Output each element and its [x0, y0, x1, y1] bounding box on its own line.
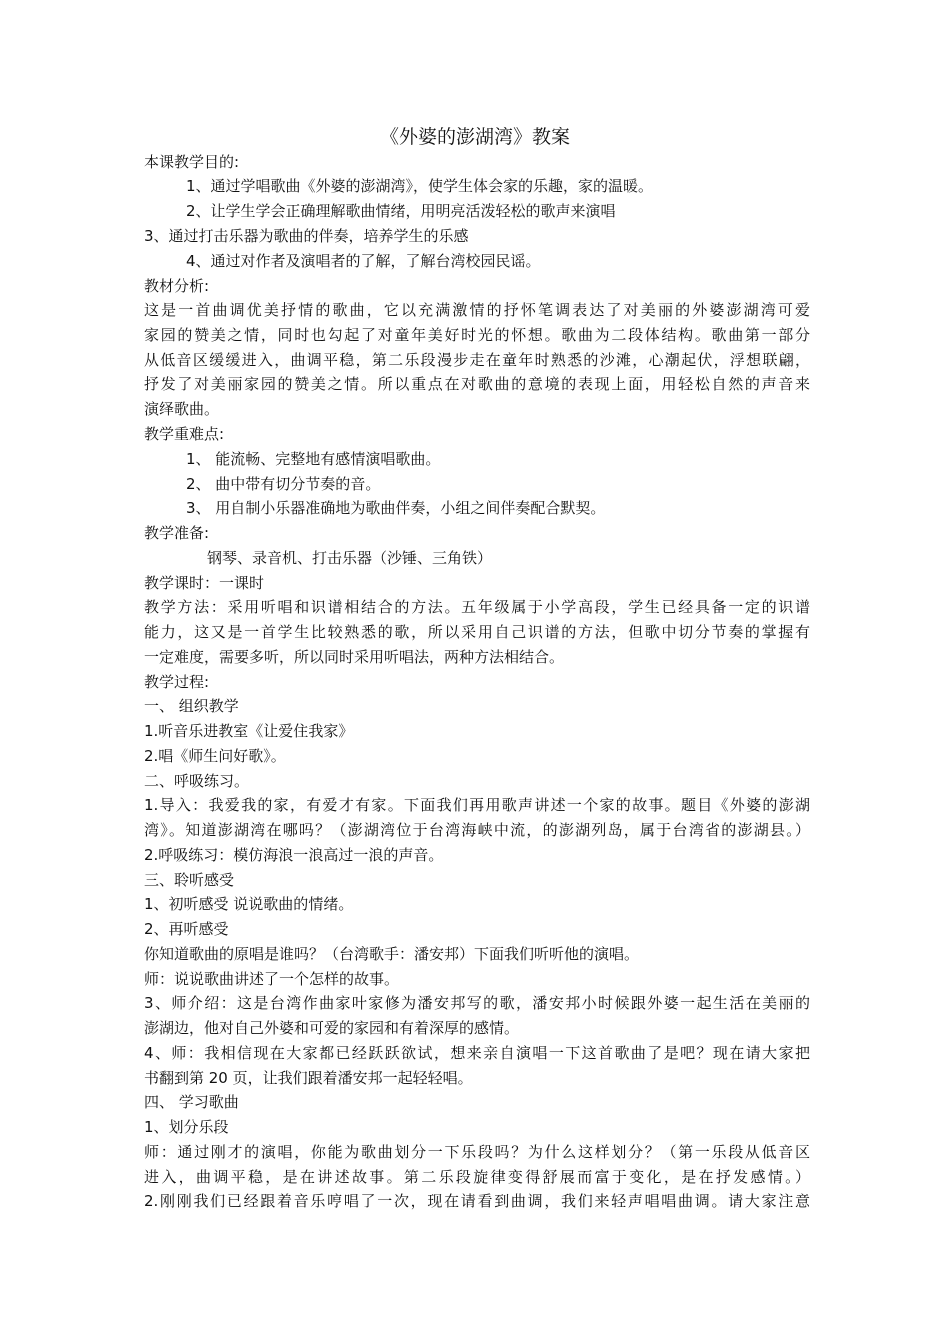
paragraph-line: 教学方法：采用听唱和识谱相结合的方法。五年级属于小学高段，学生已经具备一定的识谱: [144, 598, 810, 616]
document-title: 《外婆的澎湖湾》教案: [379, 126, 570, 148]
paragraph-line: 2.刚刚我们已经跟着音乐哼唱了一次，现在请看到曲调，我们来轻声唱唱曲调。请大家注意: [144, 1192, 810, 1210]
paragraph-line: 进入，曲调平稳，是在讲述故事。第二乐段旋律变得舒展而富于变化，是在抒发感情。）: [144, 1168, 810, 1186]
list-item: 3、 用自制小乐器准确地为歌曲伴奏，小组之间伴奏配合默契。: [186, 499, 606, 517]
section-heading: 二、呼吸练习。: [144, 772, 250, 790]
paragraph-line: 2.唱《师生问好歌》。: [144, 747, 286, 765]
paragraph-line: 钢琴、录音机、打击乐器（沙锤、三角铁）: [207, 549, 493, 567]
section-heading: 教材分析:: [144, 277, 210, 295]
section-heading: 四、 学习歌曲: [144, 1093, 239, 1111]
paragraph-line: 4、师：我相信现在大家都已经跃跃欲试，想来亲自演唱一下这首歌曲了是吧？现在请大家把: [144, 1044, 810, 1062]
paragraph-line: 1.听音乐进教室《让爱住我家》: [144, 722, 354, 740]
paragraph-line: 从低音区缓缓进入，曲调平稳，第二乐段漫步走在童年时熟悉的沙滩，心潮起伏，浮想联翩，: [144, 351, 810, 369]
paragraph-line: 家园的赞美之情，同时也勾起了对童年美好时光的怀想。歌曲为二段体结构。歌曲第一部分: [144, 326, 810, 344]
paragraph-line: 3、师介绍：这是台湾作曲家叶家修为潘安邦写的歌，潘安邦小时候跟外婆一起生活在美丽的: [144, 994, 810, 1012]
paragraph-line: 2、再听感受: [144, 920, 229, 938]
paragraph-line: 师：通过刚才的演唱，你能为歌曲划分一下乐段吗？为什么这样划分？（第一乐段从低音区: [144, 1143, 810, 1161]
paragraph-line: 2、让学生学会正确理解歌曲情绪，用明亮活泼轻松的歌声来演唱: [186, 202, 616, 220]
list-item: 2、 曲中带有切分节奏的音。: [186, 475, 381, 493]
paragraph-line: 1、初听感受 说说歌曲的情绪。: [144, 895, 354, 913]
section-heading: 三、聆听感受: [144, 871, 235, 889]
paragraph-line: 能力，这又是一首学生比较熟悉的歌，所以采用自己识谱的方法，但歌中切分节奏的掌握有: [144, 623, 810, 641]
paragraph-line: 抒发了对美丽家园的赞美之情。所以重点在对歌曲的意境的表现上面，用轻松自然的声音来: [144, 375, 810, 393]
paragraph-line: 师：说说歌曲讲述了一个怎样的故事。: [144, 970, 400, 988]
paragraph-line: 你知道歌曲的原唱是谁吗？（台湾歌手：潘安邦）下面我们听听他的演唱。: [144, 945, 640, 963]
paragraph-line: 1、通过学唱歌曲《外婆的澎湖湾》，使学生体会家的乐趣，家的温暖。: [186, 177, 654, 195]
paragraph-line: 一定难度，需要多听，所以同时采用听唱法，两种方法相结合。: [144, 648, 565, 666]
paragraph-line: 1.导入：我爱我的家，有爱才有家。下面我们再用歌声讲述一个家的故事。题目《外婆的澎湖: [144, 796, 810, 814]
paragraph-line: 2.呼吸练习：模仿海浪一浪高过一浪的声音。: [144, 846, 444, 864]
paragraph-line: 书翻到第 20 页，让我们跟着潘安邦一起轻轻唱。: [144, 1069, 473, 1087]
paragraph-line: 演绎歌曲。: [144, 400, 220, 418]
section-heading: 教学过程:: [144, 673, 210, 691]
section-heading: 教学准备:: [144, 524, 210, 542]
paragraph-line: 1、划分乐段: [144, 1118, 229, 1136]
section-heading: 本课教学目的:: [144, 153, 240, 171]
paragraph-line: 3、通过打击乐器为歌曲的伴奏，培养学生的乐感: [144, 227, 469, 245]
paragraph-line: 教学课时：一课时: [144, 574, 265, 592]
paragraph-line: 澎湖边，他对自己外婆和可爱的家园和有着深厚的感情。: [144, 1019, 520, 1037]
paragraph-line: 这是一首曲调优美抒情的歌曲，它以充满激情的抒怀笔调表达了对美丽的外婆澎湖湾可爱: [144, 301, 810, 319]
section-heading: 一、 组织教学: [144, 697, 239, 715]
paragraph-line: 湾》。知道澎湖湾在哪吗？（澎湖湾位于台湾海峡中流，的澎湖列岛，属于台湾省的澎湖县。）: [144, 821, 810, 839]
section-heading: 教学重难点:: [144, 425, 225, 443]
list-item: 1、 能流畅、完整地有感情演唱歌曲。: [186, 450, 441, 468]
paragraph-line: 4、通过对作者及演唱者的了解，了解台湾校园民谣。: [186, 252, 541, 270]
